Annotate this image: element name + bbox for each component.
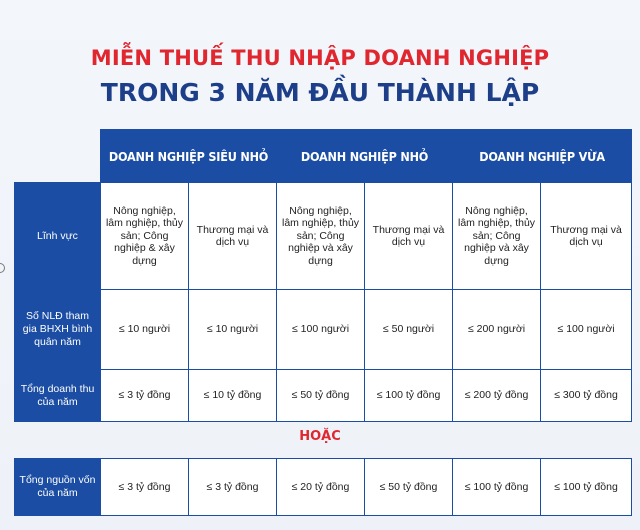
table-cell: ≤ 100 người bbox=[541, 290, 632, 370]
row-label-revenue: Tổng doanh thu của năm bbox=[15, 370, 101, 422]
table-cell: ≤ 100 tỷ đồng bbox=[365, 370, 453, 422]
table-cell: ≤ 100 tỷ đồng bbox=[541, 459, 632, 516]
criteria-table bbox=[14, 129, 632, 422]
table-row bbox=[15, 290, 632, 370]
table-cell: ≤ 20 tỷ đồng bbox=[277, 459, 365, 516]
header-small: DOANH NGHIỆP NHỎ bbox=[277, 130, 453, 183]
row-label-employees: Số NLĐ tham gia BHXH bình quân năm bbox=[15, 290, 101, 370]
table-cell: Thương mại và dịch vụ bbox=[189, 183, 277, 290]
table-cell: ≤ 100 người bbox=[277, 290, 365, 370]
header-row bbox=[15, 130, 632, 183]
table-cell: ≤ 3 tỷ đồng bbox=[101, 459, 189, 516]
table-cell: ≤ 3 tỷ đồng bbox=[101, 370, 189, 422]
table-cell: Thương mại và dịch vụ bbox=[365, 183, 453, 290]
table-cell: ≤ 10 tỷ đồng bbox=[189, 370, 277, 422]
header-micro: DOANH NGHIỆP SIÊU NHỎ bbox=[101, 130, 277, 183]
table-cell: Nông nghiệp, lâm nghiệp, thủy sản; Công nghiệp & xây dựng bbox=[101, 183, 189, 290]
table-row bbox=[15, 183, 632, 290]
table-cell: ≤ 200 người bbox=[453, 290, 541, 370]
row-label-capital: Tổng nguồn vốn của năm bbox=[15, 459, 101, 516]
table-row bbox=[15, 459, 632, 516]
table-cell: Nông nghiệp, lâm nghiệp, thủy sản; Công nghiệp và xây dựng bbox=[453, 183, 541, 290]
table-cell: ≤ 300 tỷ đồng bbox=[541, 370, 632, 422]
table-cell: ≤ 50 tỷ đồng bbox=[277, 370, 365, 422]
table-cell: Nông nghiệp, lâm nghiệp, thủy sản; Công nghiệp và xây dựng bbox=[277, 183, 365, 290]
title-line-1: MIỄN THUẾ THU NHẬP DOANH NGHIỆP bbox=[90, 46, 550, 70]
capital-table bbox=[14, 458, 632, 516]
title-line-2: TRONG 3 NĂM ĐẦU THÀNH LẬP bbox=[100, 78, 540, 107]
or-separator: HOẶC bbox=[299, 429, 341, 444]
table-cell: ≤ 100 tỷ đồng bbox=[453, 459, 541, 516]
table-cell: ≤ 10 người bbox=[189, 290, 277, 370]
corner-cell bbox=[15, 130, 101, 183]
header-medium: DOANH NGHIỆP VỪA bbox=[453, 130, 632, 183]
row-label-sector: Lĩnh vực bbox=[15, 183, 101, 290]
edge-fragment bbox=[0, 263, 5, 273]
table-row bbox=[15, 370, 632, 422]
table-cell: ≤ 200 tỷ đồng bbox=[453, 370, 541, 422]
table-cell: ≤ 3 tỷ đồng bbox=[189, 459, 277, 516]
table-cell: ≤ 50 người bbox=[365, 290, 453, 370]
table-cell: ≤ 50 tỷ đồng bbox=[365, 459, 453, 516]
table-cell: Thương mại và dịch vụ bbox=[541, 183, 632, 290]
table-cell: ≤ 10 người bbox=[101, 290, 189, 370]
